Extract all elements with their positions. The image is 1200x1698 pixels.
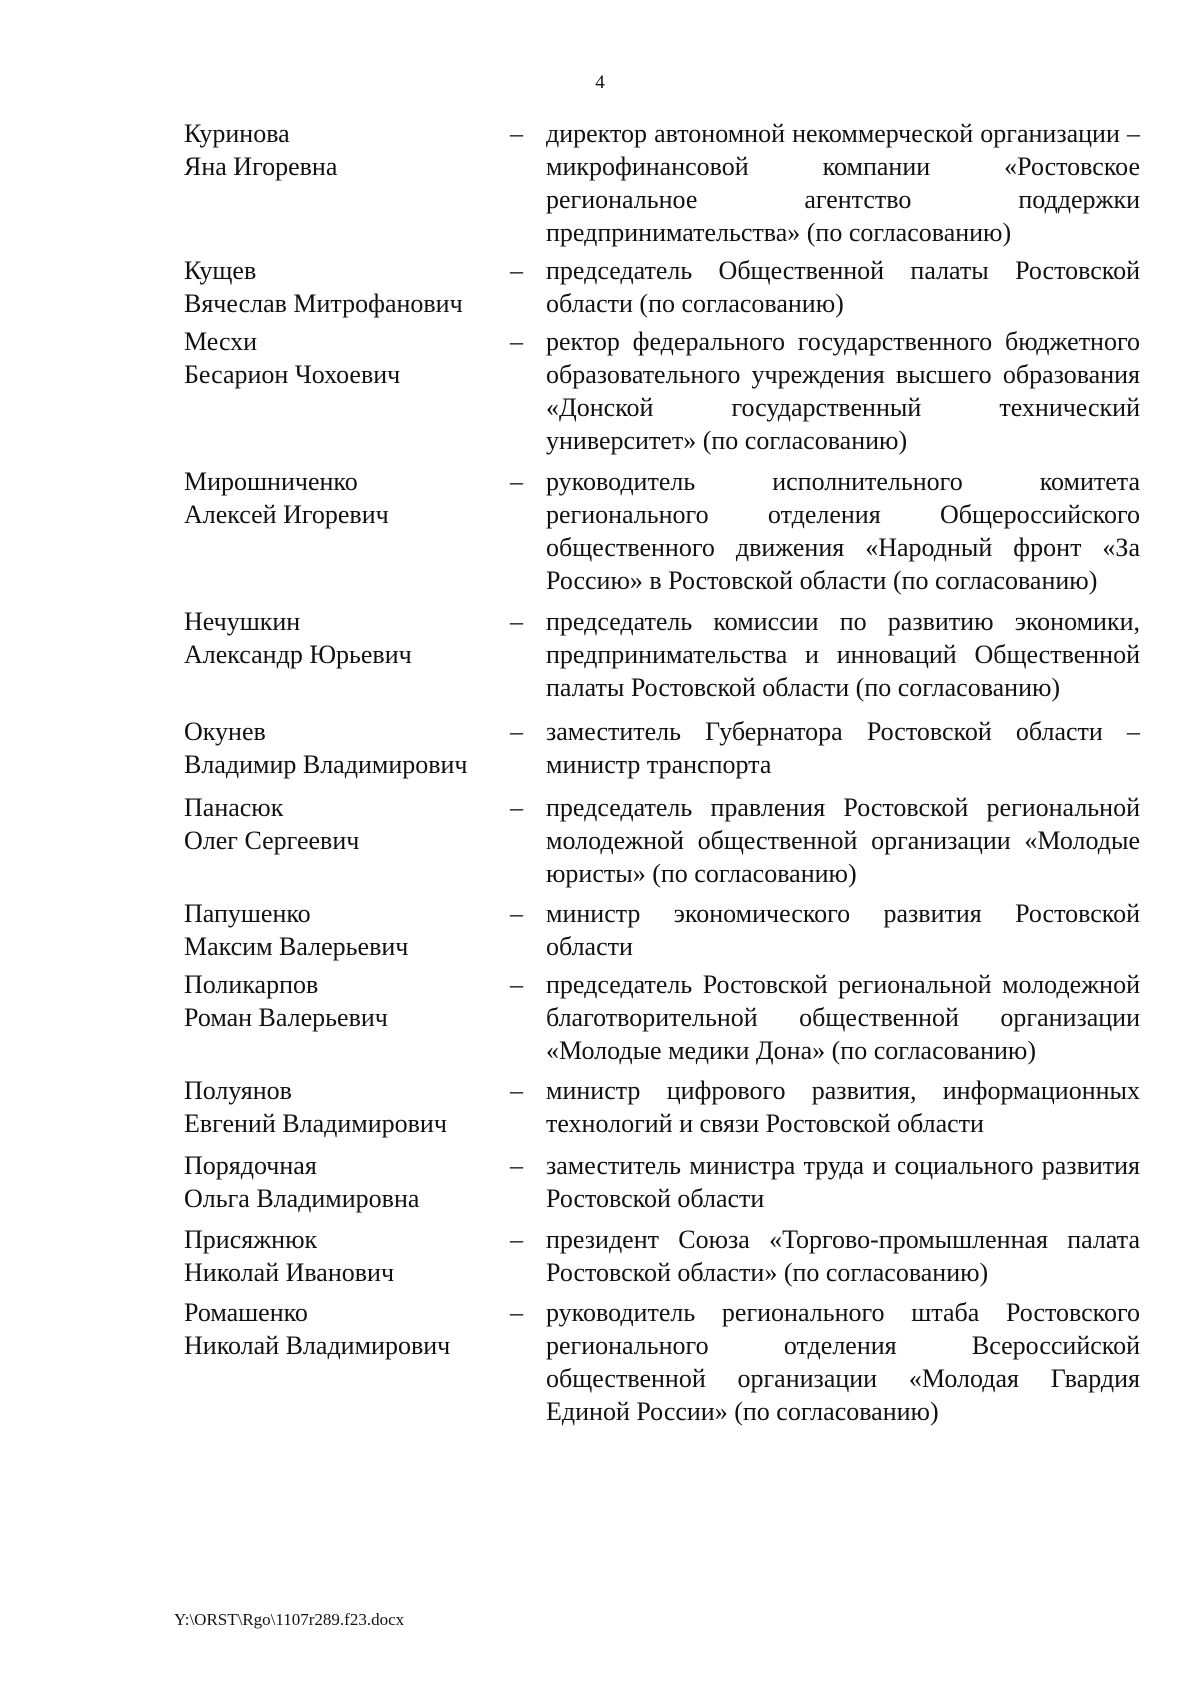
member-surname: Панасюк	[184, 793, 284, 822]
member-position: председатель Ростовской региональной молодежной благотворительной общественной организации «Молодые медики Дона» (по согласованию)	[546, 970, 1140, 1065]
member-name	[184, 791, 510, 890]
member-name	[184, 715, 510, 781]
member-surname: Порядочная	[184, 1151, 317, 1180]
dash-separator: –	[510, 256, 523, 285]
member-position: председатель комиссии по развитию экономики, предпринимательства и инноваций Общественной палаты Ростовской области (по согласованию)	[546, 607, 1140, 702]
member-position: председатель Общественной палаты Ростовской области (по согласованию)	[546, 256, 1140, 318]
member-name	[184, 1296, 510, 1428]
member-row	[184, 715, 1140, 781]
dash-separator: –	[510, 899, 523, 928]
member-given-name: Владимир Владимирович	[184, 750, 468, 779]
dash-separator: –	[510, 793, 523, 822]
member-surname: Месхи	[184, 327, 258, 356]
file-path-footer: Y:\ORST\Rgo\1107r289.f23.docx	[174, 1610, 405, 1629]
member-row	[184, 605, 1140, 704]
member-given-name: Алексей Игоревич	[184, 500, 389, 529]
dash-separator: –	[510, 1076, 523, 1105]
member-name	[184, 968, 510, 1067]
dash-separator: –	[510, 607, 523, 636]
member-position: председатель правления Ростовской региональной молодежной общественной организации «Молодые юристы» (по согласованию)	[546, 793, 1140, 888]
member-name	[184, 605, 510, 704]
member-surname: Кущев	[184, 256, 257, 285]
member-position: ректор федерального государственного бюджетного образовательного учреждения высшего образования «Донской государственный технический университет» (по согласованию)	[546, 327, 1140, 455]
member-position: министр экономического развития Ростовской области	[546, 899, 1140, 961]
member-position: руководитель регионального штаба Ростовского регионального отделения Всероссийской общественной организации «Молодая Гвардия Единой России» (по согласованию)	[546, 1298, 1140, 1426]
members-list	[184, 117, 1140, 1428]
member-row	[184, 254, 1140, 320]
dash-separator: –	[510, 327, 523, 356]
member-given-name: Бесарион Чохоевич	[184, 360, 401, 389]
member-position: руководитель исполнительного комитета регионального отделения Общероссийского общественного движения «Народный фронт «За Россию» в Ростовской области (по согласованию)	[546, 467, 1140, 595]
member-row	[184, 791, 1140, 890]
member-surname: Папушенко	[184, 899, 311, 928]
dash-separator: –	[510, 1151, 523, 1180]
page-number: 4	[595, 72, 605, 93]
member-name	[184, 117, 510, 249]
member-row	[184, 1149, 1140, 1215]
member-position: директор автономной некоммерческой организации – микрофинансовой компании «Ростовское региональное агентство поддержки предпринимательства» (по согласованию)	[546, 119, 1140, 247]
member-name	[184, 1149, 510, 1215]
member-surname: Поликарпов	[184, 970, 319, 999]
member-name	[184, 325, 510, 457]
member-surname: Присяжнюк	[184, 1225, 318, 1254]
member-position: заместитель Губернатора Ростовской области – министр транспорта	[546, 717, 1140, 779]
member-position: президент Союза «Торгово-промышленная палата Ростовской области» (по согласованию)	[546, 1225, 1140, 1287]
member-given-name: Николай Владимирович	[184, 1331, 451, 1360]
dash-separator: –	[510, 717, 523, 746]
member-row	[184, 325, 1140, 457]
member-row	[184, 117, 1140, 249]
dash-separator: –	[510, 119, 523, 148]
dash-separator: –	[510, 970, 523, 999]
dash-separator: –	[510, 467, 523, 496]
member-name	[184, 1074, 510, 1140]
member-given-name: Ольга Владимировна	[184, 1184, 420, 1213]
member-given-name: Вячеслав Митрофанович	[184, 289, 463, 318]
member-position: заместитель министра труда и социального развития Ростовской области	[546, 1151, 1140, 1213]
dash-separator: –	[510, 1298, 523, 1327]
member-name	[184, 1223, 510, 1289]
member-surname: Ромашенко	[184, 1298, 308, 1327]
member-given-name: Роман Валерьевич	[184, 1003, 388, 1032]
member-surname: Окунев	[184, 717, 266, 746]
member-name	[184, 465, 510, 597]
member-given-name: Евгений Владимирович	[184, 1109, 447, 1138]
member-given-name: Николай Иванович	[184, 1258, 395, 1287]
member-given-name: Александр Юрьевич	[184, 640, 412, 669]
member-surname: Куринова	[184, 119, 290, 148]
member-given-name: Максим Валерьевич	[184, 932, 409, 961]
member-row	[184, 1296, 1140, 1428]
member-row	[184, 897, 1140, 963]
member-row	[184, 1223, 1140, 1289]
member-surname: Полуянов	[184, 1076, 292, 1105]
member-row	[184, 1074, 1140, 1140]
member-position: министр цифрового развития, информационных технологий и связи Ростовской области	[546, 1076, 1140, 1138]
member-row	[184, 465, 1140, 597]
member-given-name: Олег Сергеевич	[184, 826, 360, 855]
dash-separator: –	[510, 1225, 523, 1254]
member-row	[184, 968, 1140, 1067]
member-given-name: Яна Игоревна	[184, 152, 338, 181]
member-name	[184, 897, 510, 963]
member-name	[184, 254, 510, 320]
member-surname: Нечушкин	[184, 607, 301, 636]
member-surname: Мирошниченко	[184, 467, 358, 496]
